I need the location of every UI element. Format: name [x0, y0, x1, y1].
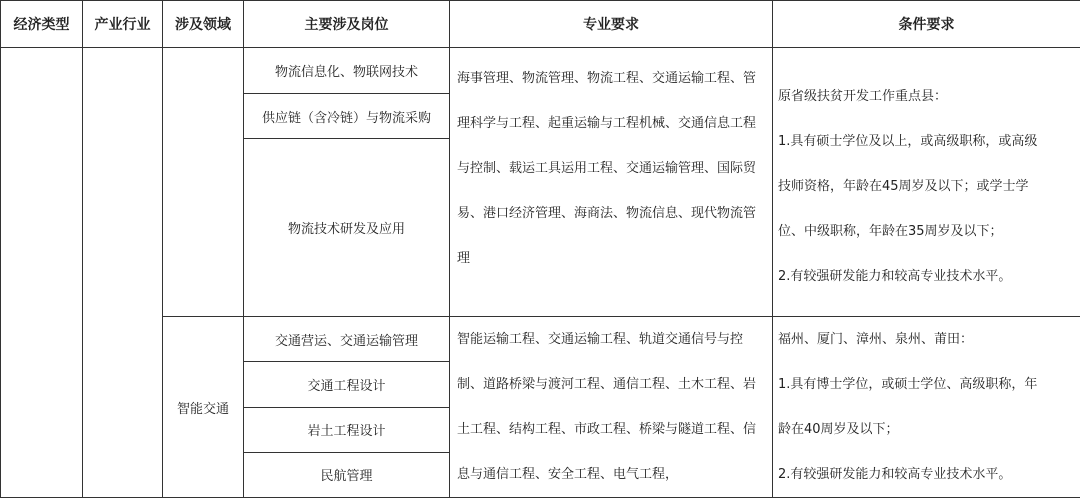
majors-cell: 智能运输工程、交通运输工程、轨道交通信号与控制、道路桥梁与渡河工程、通信工程、土木工程、岩土工程、结构工程、市政工程、桥梁与隧道工程、信息与通信工程、安全工程、电气工程， [450, 317, 773, 498]
conditions-cell [773, 317, 1080, 498]
position-cell: 交通工程设计 [244, 362, 450, 407]
header-economic-type: 经济类型 [1, 1, 83, 48]
condition-line: 龄在40周岁及以下； [778, 422, 899, 437]
condition-line: 1.具有硕士学位及以上，或高级职称，或高级 [778, 134, 1038, 149]
condition-line: 福州、厦门、漳州、泉州、莆田： [778, 332, 974, 347]
header-industry: 产业行业 [83, 1, 163, 48]
field-cell [163, 48, 244, 317]
economic-type-cell [1, 48, 83, 498]
condition-line: 1.具有博士学位，或硕士学位、高级职称，年 [778, 377, 1038, 392]
position-cell: 物流信息化、物联网技术 [244, 48, 450, 94]
position-cell: 民航管理 [244, 452, 450, 497]
table-row [1, 48, 1080, 94]
header-majors: 专业要求 [450, 1, 773, 48]
majors-cell: 海事管理、物流管理、物流工程、交通运输工程、管理科学与工程、起重运输与工程机械、交通信息工程与控制、载运工具运用工程、交通运输管理、国际贸易、港口经济管理、海商法、物流信息、现代物流管理 [450, 48, 773, 317]
field-cell: 智能交通 [163, 317, 244, 498]
condition-line: 位、中级职称，年龄在35周岁及以下； [778, 224, 1003, 239]
header-conditions: 条件要求 [773, 1, 1080, 48]
position-cell: 岩土工程设计 [244, 407, 450, 452]
header-row [1, 1, 1080, 48]
header-positions: 主要涉及岗位 [244, 1, 450, 48]
condition-line: 2.有较强研发能力和较高专业技术水平。 [778, 269, 1012, 284]
industry-cell [83, 48, 163, 498]
position-cell: 物流技术研发及应用 [244, 139, 450, 317]
condition-line: 原省级扶贫开发工作重点县： [778, 89, 948, 104]
conditions-cell [773, 48, 1080, 317]
position-cell: 交通营运、交通运输管理 [244, 317, 450, 362]
condition-line: 2.有较强研发能力和较高专业技术水平。 [778, 467, 1012, 482]
table-row [1, 317, 1080, 362]
condition-line: 技师资格，年龄在45周岁及以下；或学士学 [778, 179, 1029, 194]
position-cell: 供应链（含冷链）与物流采购 [244, 94, 450, 139]
header-field: 涉及领域 [163, 1, 244, 48]
